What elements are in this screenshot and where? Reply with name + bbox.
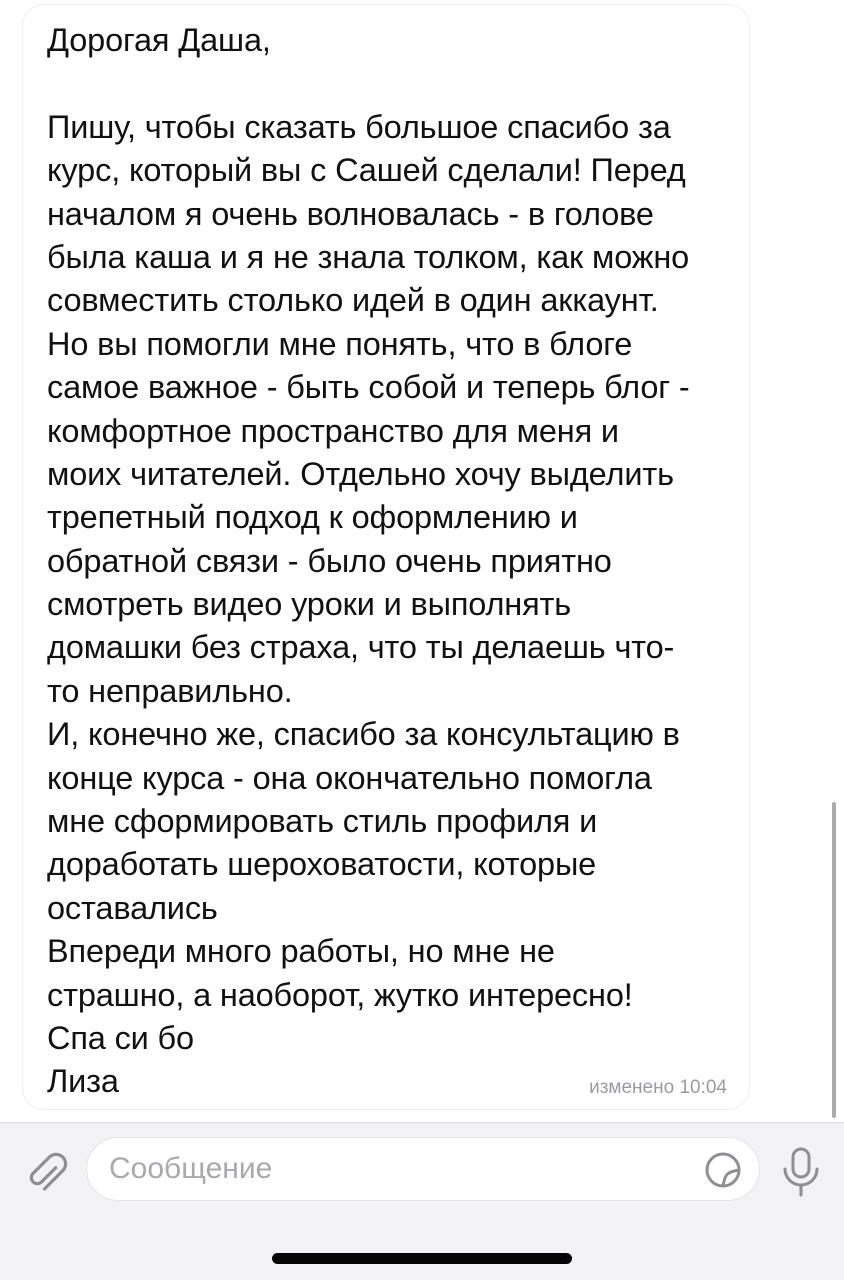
message-line: Впереди много работы, но мне не (47, 933, 555, 970)
message-line: комфортное пространство для меня и (47, 412, 619, 449)
message-line: то неправильно. (47, 672, 293, 709)
message-line: оставались (47, 889, 218, 926)
message-line: Спа си бо (47, 1019, 194, 1056)
message-line: была каша и я не знала толком, как можно (47, 238, 690, 275)
message-input-field[interactable] (86, 1137, 760, 1201)
message-line (47, 62, 737, 105)
message-line: конце курса - она окончательно помогла (47, 759, 652, 796)
home-indicator[interactable] (272, 1253, 572, 1264)
message-line: страшно, а наоборот, жутко интересно! (47, 976, 633, 1013)
message-line: Лиза (47, 1063, 119, 1100)
scrollbar[interactable] (832, 802, 836, 1118)
message-line: мне сформировать стиль профиля и (47, 803, 598, 840)
message-line: Дорогая Даша, (47, 22, 271, 58)
message-line: Но вы помогли мне понять, что в блоге (47, 325, 633, 362)
microphone-icon[interactable] (778, 1145, 824, 1201)
sticker-icon[interactable] (703, 1150, 743, 1190)
message-line: обратной связи - было очень приятно (47, 542, 612, 579)
message-line: совместить столько идей в один аккаунт. (47, 282, 659, 319)
message-composer-bar (0, 1122, 844, 1280)
message-line: доработать шероховатости, которые (47, 846, 597, 883)
message-input[interactable] (109, 1138, 689, 1200)
message-line: самое важное - быть собой и теперь блог - (47, 369, 690, 406)
message-line: И, конечно же, спасибо за консультацию в (47, 716, 680, 753)
message-edited-timestamp: изменено 10:04 (589, 1077, 727, 1098)
message-line: моих читателей. Отдельно хочу выделить (47, 455, 674, 492)
message-line: трепетный подход к оформлению и (47, 499, 578, 536)
message-line: домашки без страха, что ты делаешь что- (47, 629, 675, 666)
message-line: курс, который вы с Сашей сделали! Перед (47, 152, 686, 189)
message-bubble[interactable] (22, 4, 750, 1110)
message-line: Пишу, чтобы сказать большое спасибо за (47, 108, 671, 145)
message-line: началом я очень волновалась - в голове (47, 195, 654, 232)
paperclip-icon[interactable] (18, 1147, 68, 1197)
message-text (47, 19, 737, 1104)
message-line: смотреть видео уроки и выполнять (47, 586, 572, 623)
